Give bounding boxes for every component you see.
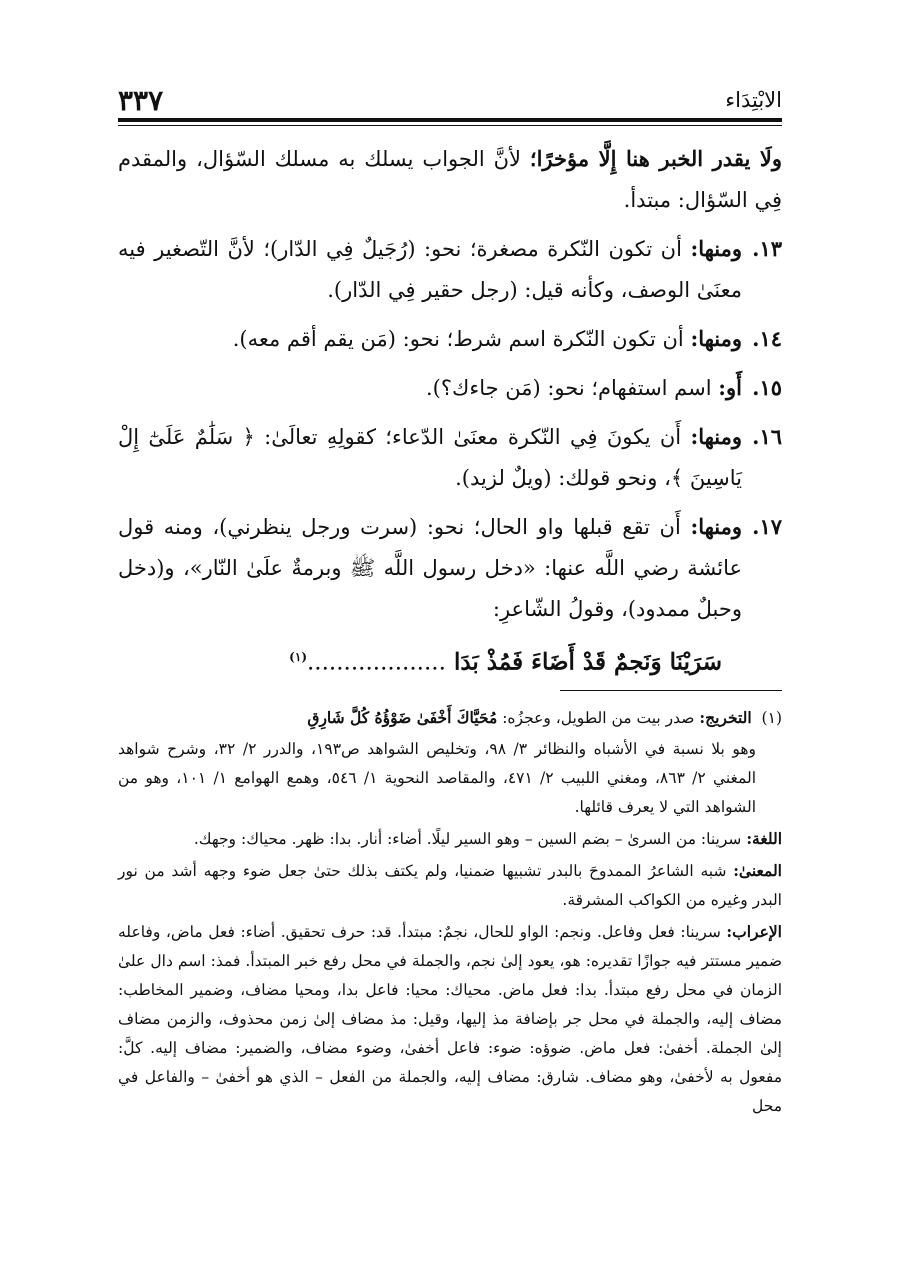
intro-rest: لأنَّ الجواب يسلك به مسلك السّؤال، والمقدم فِي السّؤال: مبتدأ.: [118, 147, 782, 212]
item-lead: ومنها:: [690, 514, 742, 539]
item-lead: أَو:: [718, 375, 742, 400]
item-number: ١٧.: [752, 514, 782, 539]
second-hemistich: مُحَيَّاكَ أَخْفَىٰ ضَوْؤُهُ كُلَّ شَارِقِ: [307, 708, 498, 727]
footnote-separator: [560, 690, 782, 691]
list-item-17: [118, 506, 782, 630]
footnote-lugha: [118, 824, 782, 854]
item-lead: ومنها:: [690, 424, 742, 449]
item-text: [118, 416, 742, 499]
footnote-takhrij: [118, 703, 782, 733]
item-lead: ومنها:: [690, 326, 742, 351]
footnotes: [118, 703, 782, 1123]
mana-text: شبه الشاعرُ الممدوحَ بالبدر تشبيها ضمنيا، ولم يكتف بذلك حتىٰ جعل ضوء وجهه أشد من نور البدر وغيره من الكواكب المشرقة.: [118, 862, 782, 909]
list-item-16: [118, 416, 782, 499]
footnote-mana: [118, 856, 782, 915]
lugha-label: اللغة:: [746, 829, 782, 848]
verse-dots: ...................: [307, 649, 446, 676]
item-body: أن تكون النّكرة مصغرة؛ نحو: (رُجَيلٌ فِي الدّار)؛ لأنَّ التّصغير فيه معنَىٰ الوصف، وكأنه قيل: (رجل حقير فِي الدّار).: [118, 237, 742, 302]
chapter-title: الابْتِدَاء: [725, 88, 782, 112]
item-text: [118, 367, 742, 409]
page-header: [118, 78, 782, 118]
footnote-ref[interactable]: (١): [289, 650, 307, 664]
main-text: [118, 138, 782, 684]
item-lead: ومنها:: [690, 236, 742, 261]
list-item-14: [118, 318, 782, 360]
intro-paragraph: [118, 138, 782, 221]
mana-label: المعنىٰ:: [733, 861, 782, 880]
irab-label: الإعراب:: [726, 922, 782, 941]
item-body: اسم استفهام؛ نحو: (مَن جاءك؟).: [426, 376, 719, 400]
irab-text: سرينا: فعل وفاعل. ونجم: الواو للحال، نجمٌ: مبتدأ. قد: حرف تحقيق. أضاء: فعل ماض، وفاعله ضمير مستتر فيه جوازًا تقديره: هو، يعود إلىٰ نجم، والجملة في محل رفع خبر المبتدأ. فمذ: اسم دال علىٰ الزمان في محل رفع مبتدأ. بدا: فعل ماض. محياك: محيا: فاعل بدا، ومحيا مضاف، وضمير المخاطب: مضاف إليه، والجملة في محل جر بإضافة مذ إليها، وقيل: مذ مضاف إلىٰ زمن محذوف، والزمن مضاف إلىٰ الجملة. أخفىٰ: فعل ماض. ضوؤه: ضوء: فاعل أخفىٰ، وضوء مضاف، والضمير: مضاف إليه. كلَّ: مفعول به لأخفىٰ، وهو مضاف. شارق: مضاف إليه، والجملة من الفعل – الذي هو أخفىٰ – والفاعل في محل: [118, 923, 782, 1115]
item-text: [118, 506, 742, 630]
poetry-verse: [118, 637, 722, 684]
takhrij-label: التخريج:: [699, 708, 752, 727]
item-body: أَن تقع قبلها واو الحال؛ نحو: (سرت ورجل ينظرني)، ومنه قول عائشة رضي اللَّه عنها: «دخل رسول اللَّه ﷺ وبرمةٌ علَىٰ النّار»، و(دخل وحبلٌ ممدود)، وقولُ الشّاعرِ:: [118, 515, 742, 621]
item-text: [118, 228, 742, 311]
header-rule-thick: [118, 118, 782, 122]
intro-bold: ولَا يقدر الخبر هنا إِلَّا مؤخرًا؛: [529, 146, 782, 171]
page-number: ٣٣٧: [118, 84, 164, 117]
item-number: ١٥.: [752, 375, 782, 400]
takhrij-text: صدر بيت من الطويل، وعجزُه:: [497, 709, 700, 727]
item-number: ١٤.: [752, 326, 782, 351]
list-item-15: [118, 367, 782, 409]
footnote-sources: وهو بلا نسبة في الأشباه والنظائر ٣/ ٩٨، وتخليص الشواهد ص١٩٣، والدرر ٢/ ٣٢، وشرح شواهد المغني ٢/ ٨٦٣، ومغني اللبيب ٢/ ٤٧١، والمقاصد النحوية ١/ ٥٤٦، وهمع الهوامع ١/ ١٠١، وهو من الشواهد التي لا يعرف قائلها.: [118, 740, 757, 816]
item-number: ١٦.: [752, 424, 782, 449]
verse-text: سَرَيْنَا وَنَجمٌ قَدْ أَضَاءَ فَمُذْ بَدَا: [453, 648, 722, 676]
footnote-marker: (١): [761, 709, 782, 727]
header-rule-thin: [118, 125, 782, 126]
footnote-irab: [118, 917, 782, 1121]
item-body: أَن يكونَ فِي النّكرة معنَىٰ الدّعاء؛ كقولِهِ تعالَىٰ: ﴿ سَلَٰمٌ عَلَىٰٓ إِلْ يَاسِينَ ﴾، ونحو قولك: (ويلٌ لزيد).: [118, 425, 742, 490]
item-number: ١٣.: [752, 236, 782, 261]
item-body: أن تكون النّكرة اسم شرط؛ نحو: (مَن يقم أقم معه).: [232, 327, 691, 351]
list-item-13: [118, 228, 782, 311]
lugha-text: سرينا: من السرىٰ – بضم السين – وهو السير ليلًا. أضاء: أنار. بدا: ظهر. محياك: وجهك.: [193, 830, 747, 848]
item-text: [118, 318, 742, 360]
